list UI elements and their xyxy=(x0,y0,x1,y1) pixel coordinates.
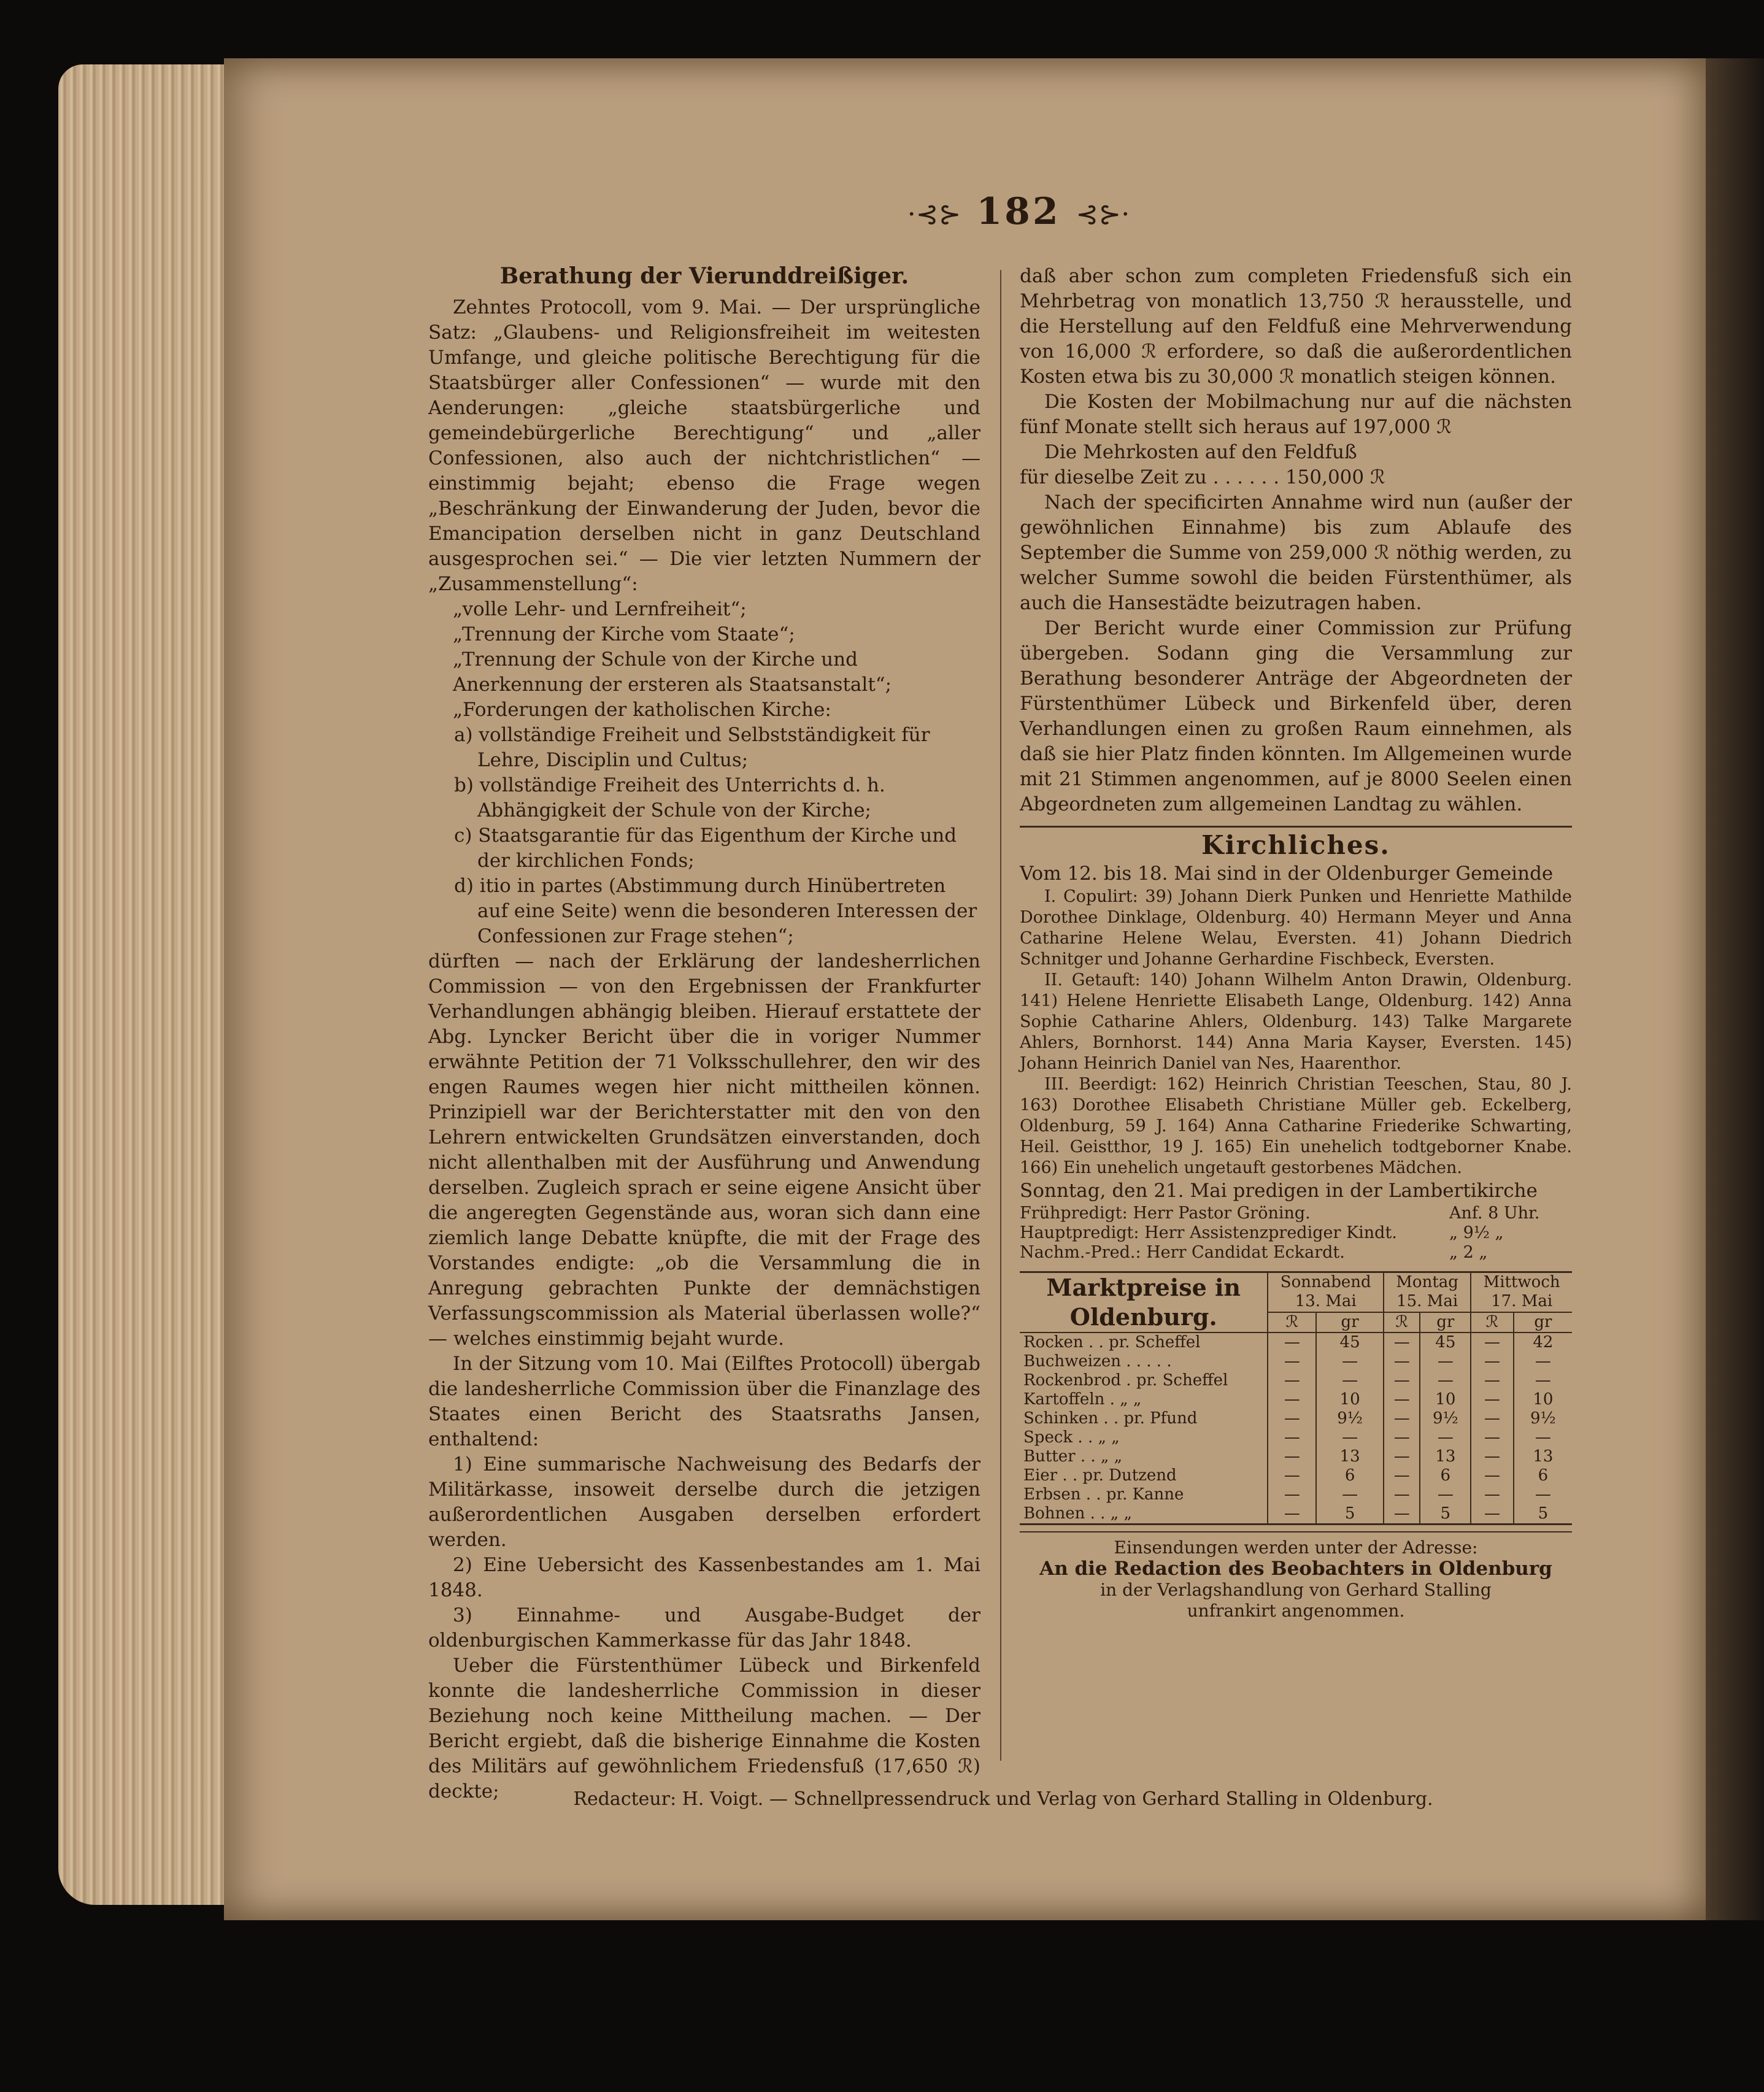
paragraph: Der Bericht wurde einer Commission zur Prüfung übergeben. Sodann ging die Versammlung zur Berathung besonderer Anträge der Abgeordneten der Fürstenthümer Lübeck und Birkenfeld über, deren Verhandlungen einen zu großen Raum einnehmen, als daß sie hier Platz finden könnten. Im Allgemeinen wurde mit 21 Stimmen angenommen, auf je 8000 Seelen einen Abgeordneten zum allgemeinen Landtag zu wählen. xyxy=(1020,617,1572,815)
price-cell: 9½ xyxy=(1420,1409,1471,1428)
price-cell: 13 xyxy=(1316,1447,1384,1466)
price-cell: 42 xyxy=(1514,1332,1572,1352)
price-cell: 5 xyxy=(1420,1504,1471,1525)
numbered-item: 3) Einnahme- und Ausgabe-Budget der oldenburgischen Kammerkasse für das Jahr 1848. xyxy=(428,1604,980,1652)
sermon-name: Hauptpredigt: Herr Assistenzprediger Kindt. xyxy=(1020,1223,1397,1242)
product-name: Schinken . . pr. Pfund xyxy=(1023,1409,1198,1428)
editorial-note xyxy=(1020,1537,1572,1621)
product-name: Eier . . pr. Dutzend xyxy=(1023,1466,1177,1485)
sermon-time: Anf. 8 Uhr. xyxy=(1449,1204,1540,1223)
paragraph: dürften — nach der Erklärung der landesherrlichen Commission — von den Ergebnissen der Frankfurter Verhandlungen abhängig bleiben. Hierauf erstattete der Abg. Lyncker Bericht über die in voriger Nummer erwähnte Petition der 71 Volksschullehrer, den wir des engen Raumes wegen hier nicht mittheilen können. Prinzipiell war der Berichterstatter mit den von den Lehrern entwickelten Grundsätzen einverstanden, doch nicht allenthalben mit der Ausführung und Anwendung derselben. Zugleich sprach er seine eigene Ansicht über die angeregten Gegenstände aus, woran sich dann eine ziemlich lange Debatte knüpfte, die mit der Frage des Vorstandes endigte: „ob die Versammlung die in Anregung gebrachten Punkte der demnächstigen Verfassungscommission als Material überlassen wolle?“ — welches einstimmig bejaht wurde. xyxy=(428,950,980,1350)
price-cell: — xyxy=(1384,1390,1420,1409)
editorial-line: Einsendungen werden unter der Adresse: xyxy=(1114,1537,1478,1558)
price-cell: — xyxy=(1471,1409,1514,1428)
paragraph: daß aber schon zum completen Friedensfuß sich ein Mehrbetrag von monatlich 13,750 ℛ herausstelle, und die Herstellung auf den Feldfuß eine Mehrverwendung von 16,000 ℛ erfordere, so daß die außerordentlichen Kosten etwa bis zu 30,000 ℛ monatlich steigen können. xyxy=(1020,265,1572,388)
paragraph: Ueber die Fürstenthümer Lübeck und Birkenfeld konnte die landesherrliche Commission in dieser Beziehung noch keine Mittheilung machen. — Der Bericht ergiebt, daß die bisherige Einnahme die Kosten des Militärs auf gewöhnlichem Friedensfuß (17,650 ℛ) deckte; xyxy=(428,1655,980,1802)
price-cell: 9½ xyxy=(1514,1409,1572,1428)
product-name: Rocken . . pr. Scheffel xyxy=(1023,1333,1201,1352)
price-cell: — xyxy=(1420,1352,1471,1371)
paragraph: In der Sitzung vom 10. Mai (Eilftes Protocoll) übergab die landesherrliche Commission über die Finanzlage des Staates einen Bericht des Staatsraths Jansen, enthaltend: xyxy=(428,1353,980,1450)
price-cell: — xyxy=(1420,1428,1471,1447)
price-cell: 45 xyxy=(1420,1332,1471,1352)
sub-item: a) vollständige Freiheit und Selbstständigkeit für Lehre, Disciplin und Cultus; xyxy=(454,724,930,771)
list-item: „Forderungen der katholischen Kirche: xyxy=(453,699,831,721)
product-name: Kartoffeln . „ „ xyxy=(1023,1390,1142,1409)
church-entry: I. Copulirt: 39) Johann Dierk Punken und Henriette Mathilde Dorothee Dinklage, Oldenburg. 40) Hermann Meyer und Anna Catharine Helene Welau, Eversten. 41) Johann Diedrich Schnitger und Johanne Gerhardine Fischbeck, Eversten. xyxy=(1020,887,1572,969)
price-cell: — xyxy=(1514,1352,1572,1371)
price-cell: 5 xyxy=(1316,1504,1384,1525)
price-cell: 6 xyxy=(1514,1466,1572,1485)
table-row xyxy=(1020,1371,1572,1390)
page-number: 182 xyxy=(976,190,1061,233)
sermon-time: „ 9½ „ xyxy=(1449,1223,1504,1242)
price-cell: — xyxy=(1268,1485,1316,1504)
price-cell: — xyxy=(1471,1371,1514,1390)
price-cell: — xyxy=(1316,1485,1384,1504)
price-cell: — xyxy=(1316,1352,1384,1371)
price-cell: — xyxy=(1268,1409,1316,1428)
price-cell: — xyxy=(1471,1504,1514,1525)
price-cell: — xyxy=(1268,1352,1316,1371)
right-column xyxy=(1020,264,1572,1621)
price-cell: — xyxy=(1384,1447,1420,1466)
table-row xyxy=(1020,1466,1572,1485)
imprint-footer: Redacteur: H. Voigt. — Schnellpressendruck und Verlag von Gerhard Stalling in Oldenburg. xyxy=(573,1788,1433,1810)
sub-item: b) vollständige Freiheit des Unterrichts d. h. Abhängigkeit der Schule von der Kirche; xyxy=(454,774,885,821)
price-cell: — xyxy=(1514,1428,1572,1447)
unit-header: gr xyxy=(1316,1312,1384,1332)
ornament-right-icon: ⊰⊱· xyxy=(1076,199,1130,230)
unit-header: ℛ xyxy=(1384,1312,1420,1332)
sermon-name: Nachm.-Pred.: Herr Candidat Eckardt. xyxy=(1020,1243,1345,1262)
price-cell: — xyxy=(1471,1332,1514,1352)
church-entry: III. Beerdigt: 162) Heinrich Christian Teeschen, Stau, 80 J. 163) Dorothee Elisabeth Christiane Müller geb. Eckelberg, Oldenburg, 59 J. 164) Anna Catharine Friederike Schwarting, Heil. Geistthor, 19 J. 165) Ein unehelich todtgeborner Knabe. 166) Ein unehelich ungetauft gestorbenes Mädchen. xyxy=(1020,1075,1572,1177)
price-cell: — xyxy=(1514,1371,1572,1390)
product-name: Erbsen . . pr. Kanne xyxy=(1023,1485,1184,1504)
ornament-left-icon: ·⊰⊱ xyxy=(907,199,961,230)
table-row xyxy=(1020,1485,1572,1504)
price-cell: 10 xyxy=(1514,1390,1572,1409)
price-cell: — xyxy=(1384,1485,1420,1504)
price-cell: — xyxy=(1268,1447,1316,1466)
numbered-item: 2) Eine Uebersicht des Kassenbestandes am 1. Mai 1848. xyxy=(428,1554,980,1601)
price-cell: — xyxy=(1420,1371,1471,1390)
price-cell: — xyxy=(1420,1485,1471,1504)
price-cell: — xyxy=(1514,1485,1572,1504)
price-cell: — xyxy=(1471,1485,1514,1504)
paragraph: für dieselbe Zeit zu . . . . . . 150,000 ℛ xyxy=(1020,466,1385,488)
list-item: „volle Lehr- und Lernfreiheit“; xyxy=(453,598,747,620)
sub-item: d) itio in partes (Abstimmung durch Hinübertreten auf eine Seite) wenn die besonderen Interessen der Confessionen zur Frage stehen“; xyxy=(454,875,977,947)
price-cell: — xyxy=(1384,1352,1420,1371)
left-column xyxy=(428,264,980,1804)
sermon-heading: Sonntag, den 21. Mai predigen in der Lambertikirche xyxy=(1020,1180,1538,1202)
price-cell: 6 xyxy=(1316,1466,1384,1485)
product-name: Speck . . „ „ xyxy=(1023,1428,1120,1447)
section-rule xyxy=(1020,826,1572,828)
sermon-time: „ 2 „ xyxy=(1449,1243,1488,1262)
table-row xyxy=(1020,1504,1572,1525)
article-title: Berathung der Vierunddreißiger. xyxy=(499,263,909,289)
price-cell: 6 xyxy=(1420,1466,1471,1485)
price-cell: 13 xyxy=(1514,1447,1572,1466)
section-rule xyxy=(1020,1531,1572,1532)
unit-header: ℛ xyxy=(1268,1312,1316,1332)
list-item: „Trennung der Schule von der Kirche und Anerkennung der ersteren als Staatsanstalt“; xyxy=(453,648,892,696)
price-cell: — xyxy=(1384,1409,1420,1428)
page-header xyxy=(859,190,1178,239)
table-row xyxy=(1020,1332,1572,1352)
price-cell: — xyxy=(1268,1390,1316,1409)
price-cell: — xyxy=(1384,1332,1420,1352)
price-cell: — xyxy=(1471,1390,1514,1409)
day-header: Montag 15. Mai xyxy=(1384,1272,1471,1312)
table-row xyxy=(1020,1447,1572,1466)
product-name: Butter . . „ „ xyxy=(1023,1447,1123,1466)
price-cell: — xyxy=(1384,1371,1420,1390)
column-divider xyxy=(1000,270,1001,1761)
editorial-line: unfrankirt angenommen. xyxy=(1187,1601,1405,1621)
price-cell: — xyxy=(1384,1428,1420,1447)
price-cell: 5 xyxy=(1514,1504,1572,1525)
price-cell: — xyxy=(1384,1504,1420,1525)
price-cell: — xyxy=(1471,1466,1514,1485)
price-cell: 10 xyxy=(1316,1390,1384,1409)
editorial-address: An die Redaction des Beobachters in Oldenburg xyxy=(1039,1558,1552,1580)
price-cell: — xyxy=(1471,1428,1514,1447)
product-name: Buchweizen . . . . . xyxy=(1023,1352,1172,1371)
price-cell: 10 xyxy=(1420,1390,1471,1409)
sermon-row xyxy=(1020,1243,1572,1263)
paragraph: Vom 12. bis 18. Mai sind in der Oldenburger Gemeinde xyxy=(1020,863,1554,885)
unit-header: ℛ xyxy=(1471,1312,1514,1332)
price-cell: — xyxy=(1268,1504,1316,1525)
table-row xyxy=(1020,1409,1572,1428)
day-header: Sonnabend 13. Mai xyxy=(1268,1272,1384,1312)
table-row xyxy=(1020,1428,1572,1447)
market-title: Marktpreise in Oldenburg. xyxy=(1020,1272,1268,1333)
price-cell: 13 xyxy=(1420,1447,1471,1466)
sermon-row xyxy=(1020,1223,1572,1243)
table-row xyxy=(1020,1390,1572,1409)
price-cell: 45 xyxy=(1316,1332,1384,1352)
price-cell: — xyxy=(1268,1428,1316,1447)
market-price-table xyxy=(1020,1271,1572,1525)
church-entry: II. Getauft: 140) Johann Wilhelm Anton Drawin, Oldenburg. 141) Helene Henriette Elisabeth Lange, Oldenburg. 142) Anna Sophie Catharine Ahlers, Oldenburg. 143) Talke Margarete Ahlers, Bornhorst. 144) Anna Maria Kayser, Eversten. 145) Johann Heinrich Daniel van Nes, Haarenthor. xyxy=(1020,971,1572,1073)
table-row xyxy=(1020,1352,1572,1371)
numbered-item: 1) Eine summarische Nachweisung des Bedarfs der Militärkasse, insoweit derselbe durch die jetzigen außerordentlichen Ausgaben derselben erfordert werden. xyxy=(428,1453,980,1551)
price-cell: 9½ xyxy=(1316,1409,1384,1428)
price-cell: — xyxy=(1268,1371,1316,1390)
product-name: Bohnen . . „ „ xyxy=(1023,1504,1132,1523)
list-item: „Trennung der Kirche vom Staate“; xyxy=(453,623,795,645)
price-cell: — xyxy=(1471,1447,1514,1466)
editorial-line: in der Verlagshandlung von Gerhard Stalling xyxy=(1100,1580,1492,1600)
paragraph: Zehntes Protocoll, vom 9. Mai. — Der ursprüngliche Satz: „Glaubens- und Religionsfreiheit im weitesten Umfange, und gleiche politische Berechtigung für die Staatsbürger aller Confessionen“ — wurde mit den Aenderungen: „gleiche staatsbürgerliche und gemeindebürgerliche Berechtigung“ und „aller Confessionen, also auch der nichtchristlichen“ — einstimmig bejaht; ebenso die Frage wegen „Beschränkung der Einwanderung der Juden, bevor die Emancipation derselben nicht in ganz Deutschland ausgesprochen sei.“ — Die vier letzten Nummern der „Zusammenstellung“: xyxy=(428,296,980,595)
price-cell: — xyxy=(1268,1332,1316,1352)
sermon-name: Frühpredigt: Herr Pastor Gröning. xyxy=(1020,1204,1311,1223)
price-cell: — xyxy=(1268,1466,1316,1485)
sermon-row xyxy=(1020,1204,1572,1223)
unit-header: gr xyxy=(1514,1312,1572,1332)
sub-item: c) Staatsgarantie für das Eigenthum der Kirche und der kirchlichen Fonds; xyxy=(454,825,957,872)
price-cell: — xyxy=(1471,1352,1514,1371)
price-cell: — xyxy=(1316,1371,1384,1390)
unit-header: gr xyxy=(1420,1312,1471,1332)
section-title-kirchliches: Kirchliches. xyxy=(1201,830,1390,860)
paragraph: Nach der specificirten Annahme wird nun (außer der gewöhnlichen Einnahme) bis zum Ablaufe des September die Summe von 259,000 ℛ nöthig werden, zu welcher Summe sowohl die beiden Fürstenthümer, als auch die Hansestädte beizutragen haben. xyxy=(1020,491,1572,614)
price-cell: — xyxy=(1316,1428,1384,1447)
price-cell: — xyxy=(1384,1466,1420,1485)
paragraph: Die Kosten der Mobilmachung nur auf die nächsten fünf Monate stellt sich heraus auf 197,000 ℛ xyxy=(1020,391,1572,438)
paragraph: Die Mehrkosten auf den Feldfuß xyxy=(1044,441,1357,463)
day-header: Mittwoch 17. Mai xyxy=(1471,1272,1572,1312)
product-name: Rockenbrod . pr. Scheffel xyxy=(1023,1371,1228,1390)
